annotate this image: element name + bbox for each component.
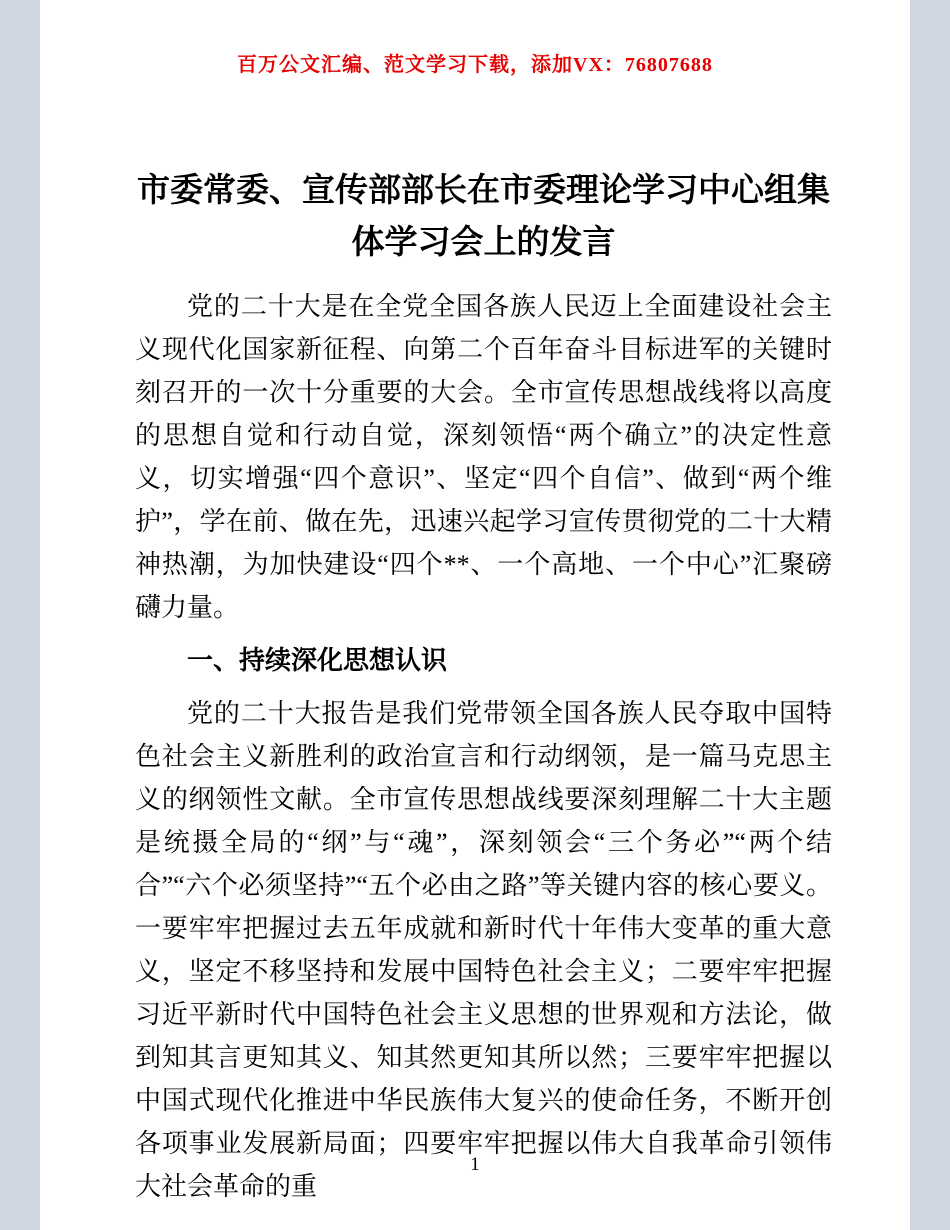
page-number: 1: [470, 1154, 480, 1175]
promo-notice: 百万公文汇编、范文学习下载，添加VX：76807688: [237, 54, 713, 76]
document-page: [40, 0, 910, 1230]
paragraph-section-1: 党的二十大报告是我们党带领全国各族人民夺取中国特色社会主义新胜利的政治宣言和行动纲领，是一篇马克思主义的纲领性文献。全市宣传思想战线要深刻理解二十大主题是统摄全局的“纲”与“魂”，深刻领会“三个务必”“两个结合”“六个必须坚持”“五个必由之路”等关键内容的核心要义。一要牢牢把握过去五年成就和新时代十年伟大变革的重大意义，坚定不移坚持和发展中国特色社会主义；二要牢牢把握习近平新时代中国特色社会主义思想的世界观和方法论，做到知其言更知其义、知其然更知其所以然；三要牢牢把握以中国式现代化推进中华民族伟大复兴的使命任务，不断开创各项事业发展新局面；四要牢牢把握以伟大自我革命引领伟大社会革命的重: [135, 699, 832, 1201]
paragraph-intro: 党的二十大是在全党全国各族人民迈上全面建设社会主义现代化国家新征程、向第二个百年奋斗目标进军的关键时刻召开的一次十分重要的大会。全市宣传思想战线将以高度的思想自觉和行动自觉，深刻领悟“两个确立”的决定性意义，切实增强“四个意识”、坚定“四个自信”、做到“两个维护”，学在前、做在先，迅速兴起学习宣传贯彻党的二十大精神热潮，为加快建设“四个**、一个高地、一个中心”汇聚磅礴力量。: [135, 292, 832, 622]
document-title: 市委常委、宣传部部长在市委理论学习中心组集体学习会上的发言: [137, 173, 830, 261]
document-content: [40, 165, 910, 1208]
section-heading-1: 一、持续深化思想认识: [187, 646, 448, 675]
